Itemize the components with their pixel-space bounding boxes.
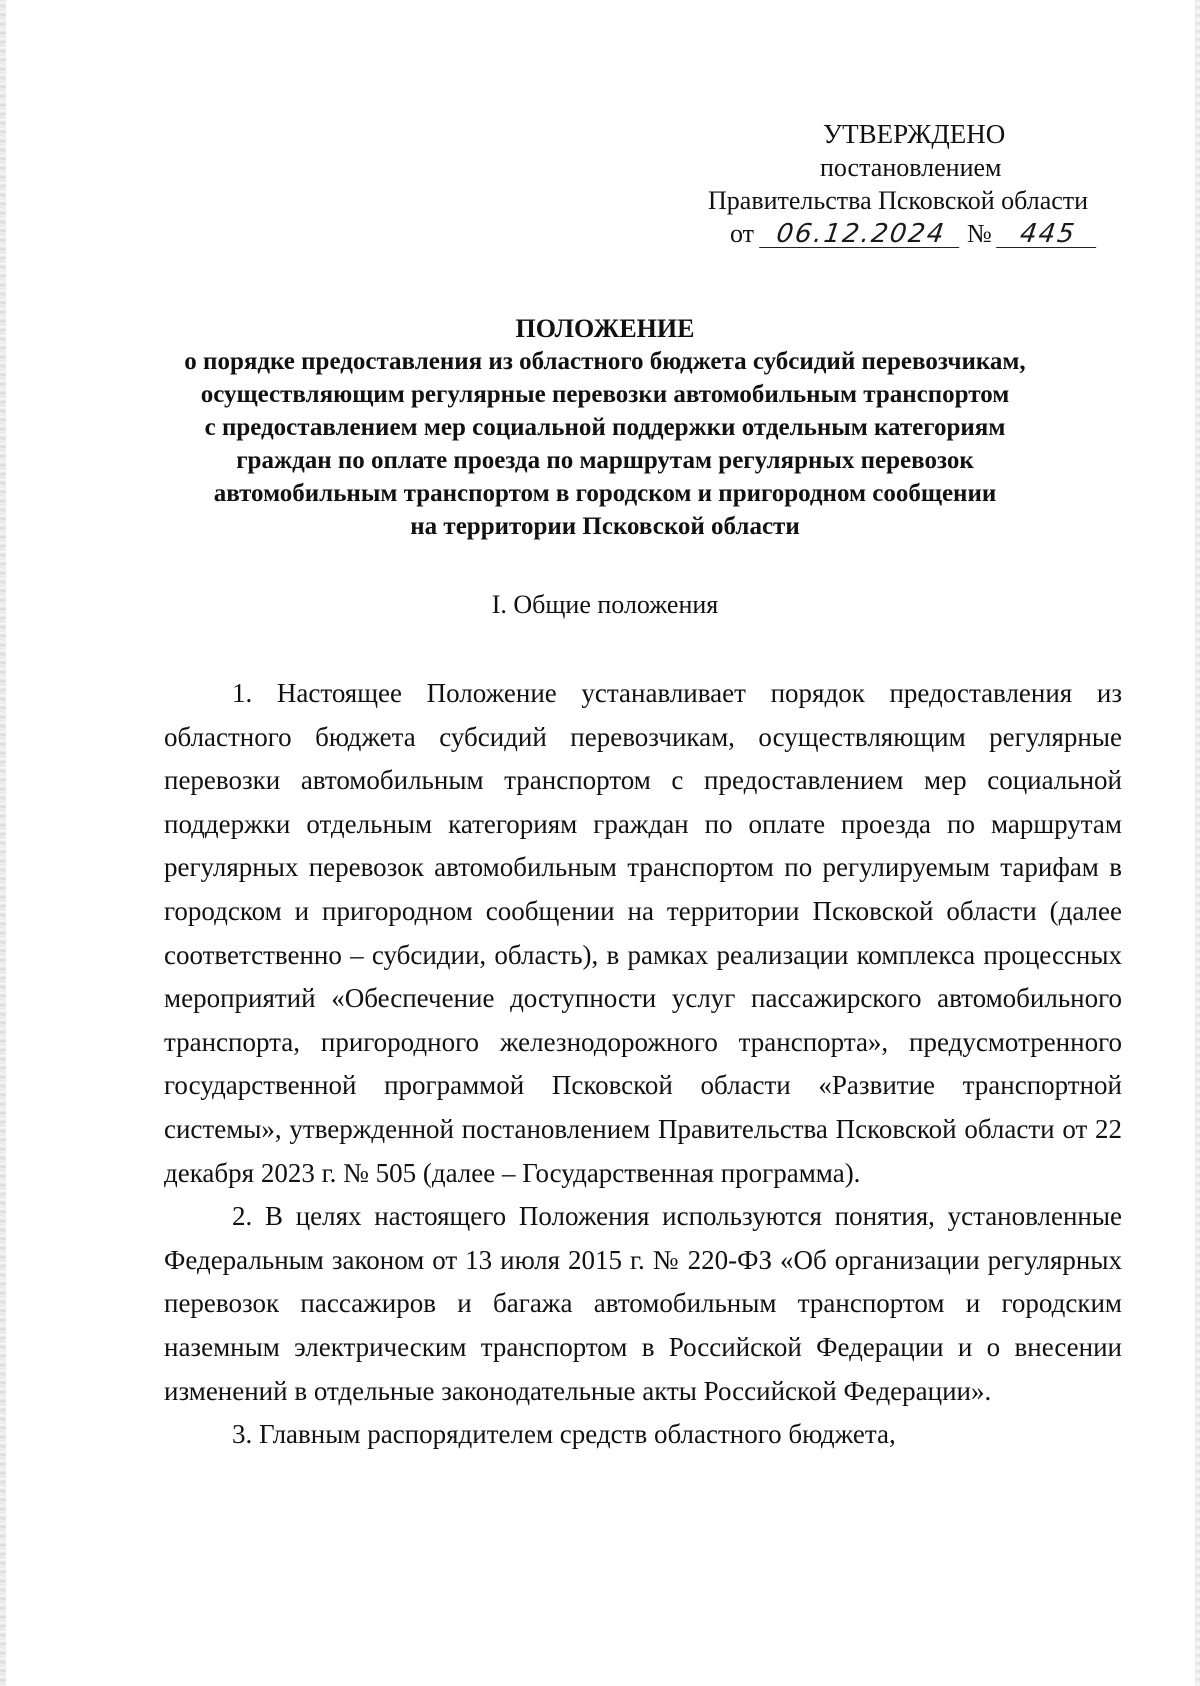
document-subtitle-line: автомобильным транспортом в городском и пригородном сообщении bbox=[213, 480, 997, 507]
document-subtitle-line: граждан по оплате проезда по маршрутам регулярных перевозок bbox=[236, 447, 974, 474]
number-prefix: № bbox=[967, 219, 992, 248]
document-subtitle-line: на территории Псковской области bbox=[410, 513, 800, 540]
handwritten-number: 445 bbox=[996, 221, 1100, 248]
paragraph-2: 2. В целях настоящего Положения используются понятия, установленные Федеральным законом от 13 июля 2015 г. № 220-ФЗ «Об организации регулярных перевозок пассажиров и багажа автомобильным транспортом и городским наземным электрическим транспортом в Российской Федерации и о внесении изменений в отдельные законодательные акты Российской Федерации». bbox=[164, 1201, 1122, 1406]
date-prefix: от bbox=[730, 219, 755, 248]
document-subtitle-line: о порядке предоставления из областного бюджета субсидий перевозчикам, bbox=[184, 348, 1026, 375]
scan-edge-left bbox=[0, 0, 6, 1686]
paragraph-3: 3. Главным распорядителем средств областного бюджета, bbox=[232, 1419, 896, 1450]
approval-stamp-block bbox=[690, 118, 1150, 250]
scan-edge-right bbox=[1195, 0, 1200, 1686]
paragraph-1: 1. Настоящее Положение устанавливает порядок предоставления из областного бюджета субсидий перевозчикам, осуществляющим регулярные перевозки автомобильным транспортом с предоставлением мер социальной поддержки отдельным категориям граждан по оплате проезда по маршрутам регулярных перевозок автомобильным транспортом по регулируемым тарифам в городском и пригородном сообщении на территории Псковской области (далее соответственно – субсидии, область), в рамках реализации комплекса процессных мероприятий «Обеспечение доступности услуг пассажирского автомобильного транспорта, пригородного железнодорожного транспорта», предусмотренного государственной программой Псковской области «Развитие транспортной системы», утвержденной постановлением Правительства Псковской области от 22 декабря 2023 г. № 505 (далее – Государственная программа). bbox=[164, 678, 1122, 1188]
document-title: ПОЛОЖЕНИЕ bbox=[515, 314, 695, 343]
approval-authority: Правительства Псковской области bbox=[708, 186, 1089, 215]
approval-by: постановлением bbox=[820, 153, 1002, 182]
approval-title: УТВЕРЖДЕНО bbox=[823, 119, 1006, 149]
document-heading bbox=[150, 312, 1060, 543]
document-subtitle-line: осуществляющим регулярные перевозки автомобильным транспортом bbox=[200, 381, 1010, 408]
document-body bbox=[164, 672, 1122, 1457]
section-title: I. Общие положения bbox=[491, 590, 719, 619]
handwritten-date: 06.12.2024 bbox=[759, 221, 963, 248]
approval-date-line bbox=[690, 217, 1150, 250]
document-subtitle-line: с предоставлением мер социальной поддержки отдельным категориям bbox=[204, 414, 1006, 441]
